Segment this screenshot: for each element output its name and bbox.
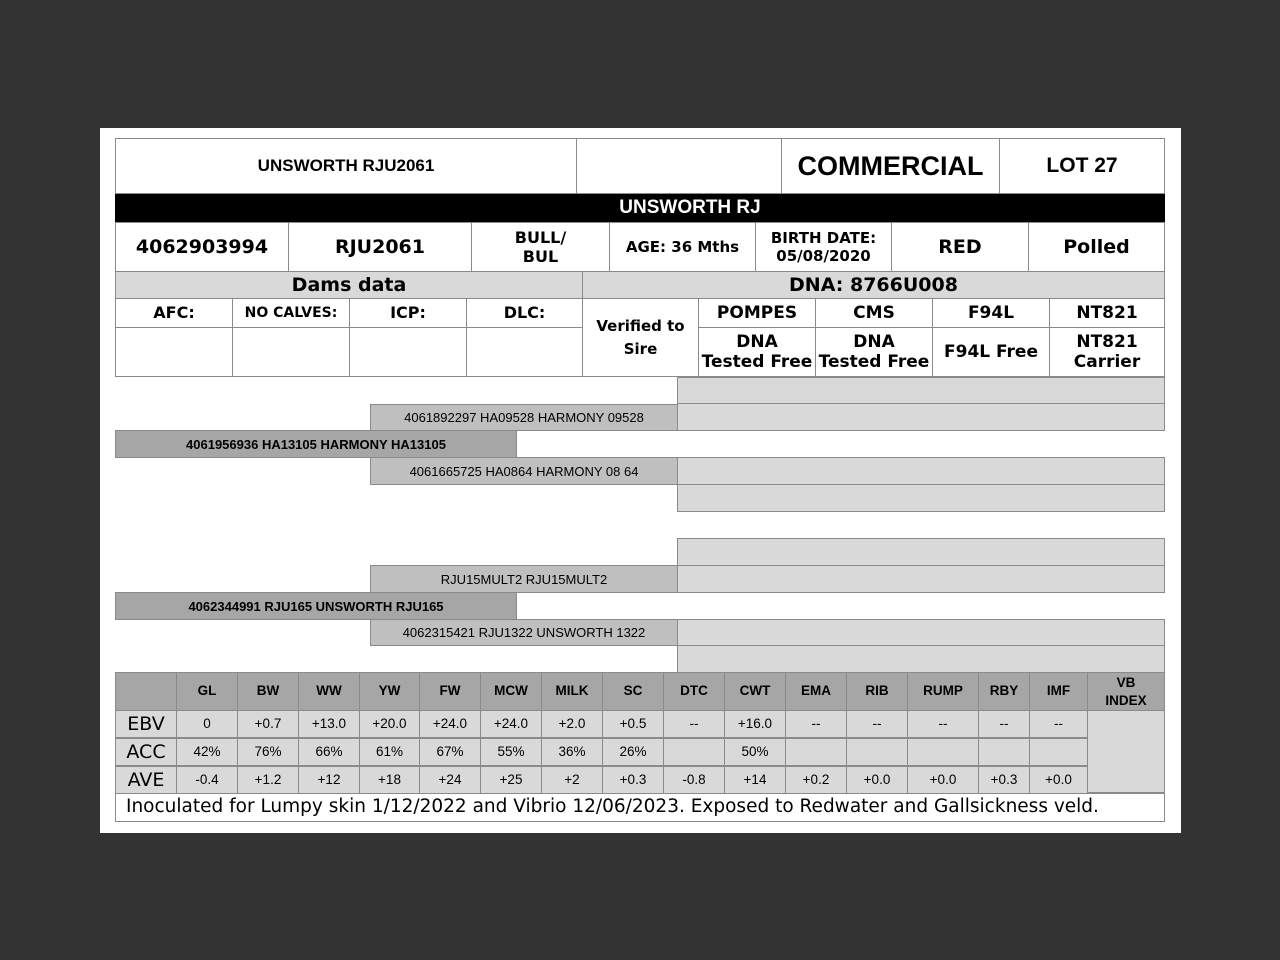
ebv-value: -0.8 — [663, 766, 725, 794]
ebv-value: +0.3 — [978, 766, 1030, 794]
ebv-value — [978, 738, 1030, 766]
pedigree-sire: 4061956936 HA13105 HARMONY HA13105 — [115, 430, 517, 458]
ebv-value — [907, 738, 979, 766]
ebv-header-milk: MILK — [541, 672, 603, 711]
category-title: COMMERCIAL — [781, 138, 1000, 194]
afc-value — [115, 327, 233, 377]
breeder-bar: UNSWORTH RJ — [115, 194, 1165, 222]
icp-value — [349, 327, 467, 377]
pedigree-sire-sire: 4061892297 HA09528 HARMONY 09528 — [370, 404, 678, 431]
ebv-value: 66% — [298, 738, 360, 766]
pedigree-sire-dam: 4061665725 HA0864 HARMONY 08 64 — [370, 457, 678, 485]
ebv-value — [846, 738, 908, 766]
ebv-value: 67% — [419, 738, 481, 766]
sex-line1: BULL/ — [514, 227, 567, 247]
ebv-header-gl: GL — [176, 672, 238, 711]
ebv-header-corner — [115, 672, 177, 711]
ebv-value: +12 — [298, 766, 360, 794]
ebv-value: 50% — [724, 738, 786, 766]
ebv-value: +1.2 — [237, 766, 299, 794]
animal-name: UNSWORTH RJU2061 — [115, 138, 577, 194]
dams-data-title: Dams data — [115, 271, 583, 299]
ebv-header-yw: YW — [359, 672, 420, 711]
dna-test-f94l-result — [932, 327, 1050, 377]
ebv-header-rib: RIB — [846, 672, 908, 711]
sex-line2: BUL — [522, 247, 559, 266]
ebv-value: +18 — [359, 766, 420, 794]
no-calves-value — [232, 327, 350, 377]
nt821-result-line1: NT821 — [1076, 331, 1138, 352]
ebv-header-vb-index — [1087, 672, 1165, 711]
afc-label: AFC: — [115, 298, 233, 328]
birth-date-label: BIRTH DATE: — [770, 229, 877, 247]
ebv-value: +25 — [480, 766, 542, 794]
ebv-row-label-acc: ACC — [115, 738, 177, 766]
ebv-value — [663, 738, 725, 766]
ebv-value: -- — [978, 710, 1030, 738]
cms-result-line1: DNA — [853, 331, 895, 352]
pedigree-dam-dam: 4062315421 RJU1322 UNSWORTH 1322 — [370, 619, 678, 646]
birth-date-cell — [755, 222, 892, 272]
ebv-value: -- — [663, 710, 725, 738]
nt821-result-line2: Carrier — [1073, 352, 1141, 372]
ebv-value: +14 — [724, 766, 786, 794]
ebv-value: +0.2 — [785, 766, 847, 794]
lot-card — [100, 128, 1181, 833]
ebv-value: 55% — [480, 738, 542, 766]
pedigree-dam-sire: RJU15MULT2 RJU15MULT2 — [370, 565, 678, 593]
header-blank-cell — [576, 138, 782, 194]
ebv-header-imf: IMF — [1029, 672, 1088, 711]
ebv-value: 76% — [237, 738, 299, 766]
ebv-header-ema: EMA — [785, 672, 847, 711]
pedigree-gen3-box — [677, 484, 1165, 512]
ebv-value: -- — [785, 710, 847, 738]
icp-label: ICP: — [349, 298, 467, 328]
dna-test-nt821-result — [1049, 327, 1165, 377]
dna-title: DNA: 8766U008 — [582, 271, 1165, 299]
ebv-value — [785, 738, 847, 766]
pedigree-gen3-box — [677, 377, 1165, 404]
ebv-header-mcw: MCW — [480, 672, 542, 711]
dna-test-nt821-name: NT821 — [1049, 298, 1165, 328]
vb-index-line1: VB — [1116, 674, 1136, 690]
ebv-value: +0.0 — [1029, 766, 1088, 794]
ebv-value: +24.0 — [419, 710, 481, 738]
pedigree-gen3-box — [677, 645, 1165, 673]
ebv-row-label-ebv: EBV — [115, 710, 177, 738]
ebv-row-label-ave: AVE — [115, 766, 177, 794]
dna-test-cms-result — [815, 327, 933, 377]
herd-code: RJU2061 — [288, 222, 472, 272]
dna-test-pompes-result — [698, 327, 816, 377]
pompes-result-line1: DNA — [736, 331, 778, 352]
pedigree-gen3-box — [677, 619, 1165, 646]
pedigree-gen3-box — [677, 565, 1165, 593]
ebv-value: 42% — [176, 738, 238, 766]
pompes-result-line2: Tested Free — [701, 352, 813, 372]
age: AGE: 36 Mths — [609, 222, 756, 272]
dna-test-pompes-name: POMPES — [698, 298, 816, 328]
ebv-header-cwt: CWT — [724, 672, 786, 711]
dna-test-f94l-name: F94L — [932, 298, 1050, 328]
birth-date-value: 05/08/2020 — [776, 247, 871, 265]
ebv-value: 61% — [359, 738, 420, 766]
ebv-value: -- — [907, 710, 979, 738]
ebv-value: -- — [846, 710, 908, 738]
cms-result-line2: Tested Free — [818, 352, 930, 372]
ebv-header-rump: RUMP — [907, 672, 979, 711]
horn-status: Polled — [1028, 222, 1165, 272]
ebv-header-rby: RBY — [978, 672, 1030, 711]
ebv-value: +24 — [419, 766, 481, 794]
no-calves-label: NO CALVES: — [232, 298, 350, 328]
ebv-header-bw: BW — [237, 672, 299, 711]
ebv-vb-index-value — [1087, 710, 1165, 793]
ebv-value: 0 — [176, 710, 238, 738]
sex-cell — [471, 222, 610, 272]
ebv-header-dtc: DTC — [663, 672, 725, 711]
pedigree-dam: 4062344991 RJU165 UNSWORTH RJU165 — [115, 592, 517, 620]
pedigree-gen3-box — [677, 403, 1165, 431]
ebv-value: 26% — [602, 738, 664, 766]
ebv-value: +13.0 — [298, 710, 360, 738]
ebv-value: +0.7 — [237, 710, 299, 738]
ebv-value — [1029, 738, 1088, 766]
ebv-value: +24.0 — [480, 710, 542, 738]
ebv-value: +0.0 — [907, 766, 979, 794]
ebv-header-fw: FW — [419, 672, 481, 711]
pedigree-gen3-box — [677, 538, 1165, 566]
ebv-value: +0.3 — [602, 766, 664, 794]
dlc-label: DLC: — [466, 298, 583, 328]
lot-number: LOT 27 — [999, 138, 1165, 194]
verified-line2: Sire — [623, 339, 658, 358]
dlc-value — [466, 327, 583, 377]
ebv-header-sc: SC — [602, 672, 664, 711]
verified-line1: Verified to — [596, 317, 685, 335]
verified-to-sire — [582, 298, 699, 377]
ebv-value: +2.0 — [541, 710, 603, 738]
f94l-result-line1: F94L Free — [944, 341, 1038, 362]
dna-test-cms-name: CMS — [815, 298, 933, 328]
colour: RED — [891, 222, 1029, 272]
ebv-value: +16.0 — [724, 710, 786, 738]
ebv-table — [115, 672, 1165, 794]
ebv-value: 36% — [541, 738, 603, 766]
vb-index-line2: INDEX — [1105, 692, 1147, 708]
ebv-value: +2 — [541, 766, 603, 794]
ebv-value: +0.0 — [846, 766, 908, 794]
pedigree-gen3-box — [677, 457, 1165, 485]
ebv-value: -- — [1029, 710, 1088, 738]
ebv-value: +0.5 — [602, 710, 664, 738]
ebv-value: +20.0 — [359, 710, 420, 738]
id-number: 4062903994 — [115, 222, 289, 272]
ebv-value: -0.4 — [176, 766, 238, 794]
health-notes: Inoculated for Lumpy skin 1/12/2022 and Vibrio 12/06/2023. Exposed to Redwater and Gallsickness veld. — [115, 793, 1165, 822]
ebv-header-ww: WW — [298, 672, 360, 711]
